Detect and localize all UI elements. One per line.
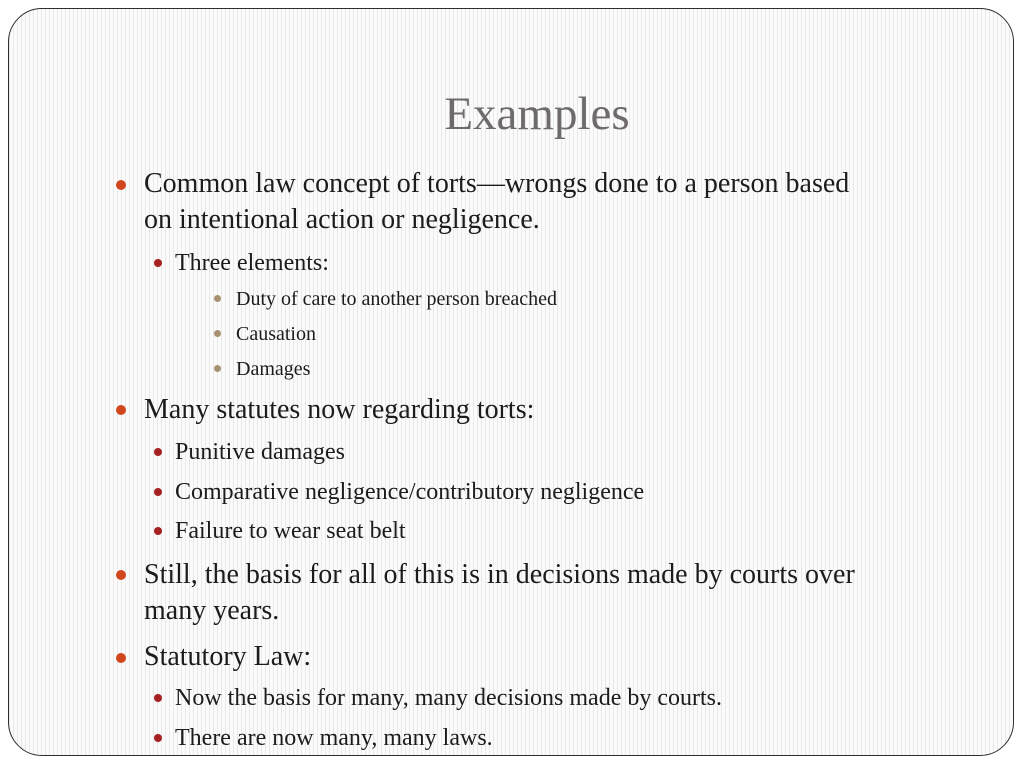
bullet-l3-marker xyxy=(214,295,221,302)
bullet-l2-three-elements: Three elements: xyxy=(175,250,329,276)
bullet-l2-punitive-damages: Punitive damages xyxy=(175,439,345,465)
bullet-l3-marker xyxy=(214,330,221,337)
bullet-l1-marker xyxy=(116,180,126,190)
bullet-l2-seat-belt: Failure to wear seat belt xyxy=(175,518,406,544)
bullet-l3-damages: Damages xyxy=(236,358,311,380)
bullet-l1-marker xyxy=(116,653,126,663)
bullet-l1-statutes: Many statutes now regarding torts: xyxy=(144,394,535,425)
bullet-l3-duty-of-care: Duty of care to another person breached xyxy=(236,288,557,310)
bullet-l1-basis-line1: Still, the basis for all of this is in decisions made by courts over xyxy=(144,559,855,590)
bullet-l1-marker xyxy=(116,405,126,415)
bullet-l1-torts-line2: on intentional action or negligence. xyxy=(144,204,540,235)
bullet-l1-marker xyxy=(116,570,126,580)
bullet-l2-marker xyxy=(154,488,162,496)
bullet-l2-marker xyxy=(154,527,162,535)
bullet-l1-statutory-law: Statutory Law: xyxy=(144,641,312,672)
bullet-l2-now-basis: Now the basis for many, many decisions made by courts. xyxy=(175,685,722,711)
bullet-l3-causation: Causation xyxy=(236,323,316,345)
bullet-l1-basis-line2: many years. xyxy=(144,595,280,626)
bullet-l2-marker xyxy=(154,734,162,742)
bullet-l2-marker xyxy=(154,694,162,702)
bullet-l2-many-laws: There are now many, many laws. xyxy=(175,725,493,751)
slide-title: Examples xyxy=(444,88,630,140)
bullet-l2-marker xyxy=(154,448,162,456)
bullet-l1-torts-line1: Common law concept of torts—wrongs done to a person based xyxy=(144,168,850,199)
bullet-l2-marker xyxy=(154,259,162,267)
bullet-l2-comparative-negligence: Comparative negligence/contributory negligence xyxy=(175,479,645,505)
bullet-l3-marker xyxy=(214,365,221,372)
